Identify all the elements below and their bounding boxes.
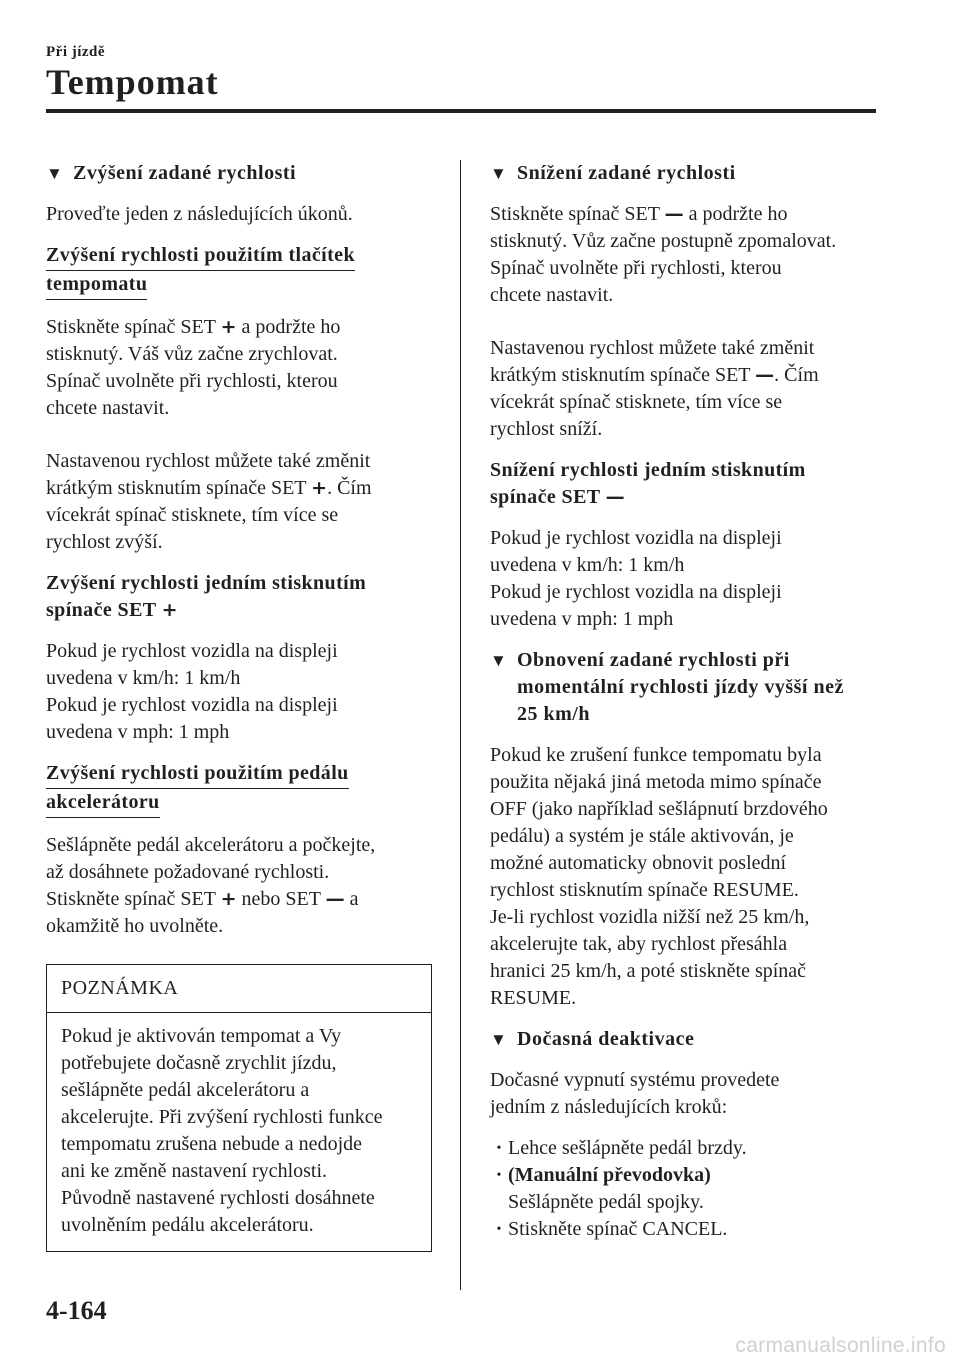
subheading-line: Zvýšení rychlosti jedním stisknutím [46, 572, 367, 594]
minus-icon: — [605, 486, 625, 508]
text: chcete nastavit. [46, 397, 170, 419]
text: uvedena v mph: 1 mph [490, 608, 674, 630]
text: Obnovení zadané rychlosti při [517, 649, 790, 671]
plus-icon: + [220, 888, 237, 910]
text: Sešlápněte pedál akcelerátoru a počkejte, [46, 834, 376, 856]
text: Stiskněte spínač SET [490, 203, 660, 225]
section-title: Zvýšení zadané rychlosti [73, 162, 297, 184]
title-rule [46, 109, 876, 113]
text: použita nějaká jiná metoda mimo spínače [490, 771, 822, 793]
triangle-down-icon: ▼ [490, 651, 508, 670]
section-heading-deactivate [490, 1026, 880, 1053]
text: Stiskněte spínač CANCEL. [508, 1218, 728, 1240]
minus-icon: — [325, 888, 345, 910]
text: Je-li rychlost vozidla nižší než 25 km/h, [490, 906, 810, 928]
text: Spínač uvolněte při rychlosti, kterou [490, 257, 782, 279]
bullet-icon: • [496, 1168, 502, 1183]
paragraph [46, 448, 432, 556]
text: (Manuální převodovka) [508, 1164, 711, 1186]
note-line: tempomatu zrušena nebude a nedojde [61, 1133, 362, 1155]
subheading-line: Zvýšení rychlosti použitím pedálu [46, 760, 349, 789]
bullet-icon: • [496, 1222, 502, 1237]
subheading-line: tempomatu [46, 271, 147, 300]
list-item [490, 1162, 880, 1216]
text: rychlost zvýší. [46, 531, 163, 553]
text: až dosáhnete požadované rychlosti. [46, 861, 330, 883]
subheading-line: Zvýšení rychlosti použitím tlačítek [46, 242, 355, 271]
subheading-single-press [46, 570, 432, 624]
list-item [490, 1216, 880, 1243]
note-line: Původně nastavené rychlosti dosáhnete [61, 1187, 375, 1209]
paragraph [490, 742, 880, 1012]
text: rychlost sníží. [490, 418, 603, 440]
note-line: uvolněním pedálu akcelerátoru. [61, 1214, 314, 1236]
triangle-down-icon: ▼ [46, 164, 64, 183]
text: a podržte ho [236, 316, 341, 338]
text: chcete nastavit. [490, 284, 614, 306]
text: Pokud ke zrušení funkce tempomatu byla [490, 744, 822, 766]
text [508, 1162, 711, 1216]
text: uvedena v mph: 1 mph [46, 721, 230, 743]
text: hranici 25 km/h, a poté stiskněte spínač [490, 960, 807, 982]
triangle-down-icon: ▼ [490, 1030, 508, 1049]
text: stisknutý. Váš vůz začne zrychlovat. [46, 343, 338, 365]
text: Nastavenou rychlost můžete také změnit [46, 450, 371, 472]
minus-icon: — [664, 203, 684, 225]
text: Dočasné vypnutí systému provedete [490, 1069, 780, 1091]
text: krátkým stisknutím spínače SET [490, 364, 751, 386]
note-line: sešlápněte pedál akcelerátoru a [61, 1079, 310, 1101]
text: nebo SET [236, 888, 321, 910]
note-line: ani ke změně nastavení rychlosti. [61, 1160, 328, 1182]
page-number: 4-164 [46, 1296, 107, 1325]
subheading-single-press-decrease [490, 457, 880, 511]
paragraph [46, 832, 432, 940]
section-heading-increase [46, 160, 432, 187]
text: Pokud je rychlost vozidla na displeji [490, 581, 782, 603]
bullet-icon: • [496, 1141, 502, 1156]
right-column [490, 160, 880, 1243]
text: Pokud je rychlost vozidla na displeji [46, 694, 338, 716]
text: . Čím [327, 477, 372, 499]
text: vícekrát spínač stisknete, tím více se [490, 391, 783, 413]
plus-icon: + [220, 316, 237, 338]
text: . Čím [774, 364, 819, 386]
subheading-line: Snížení rychlosti jedním stisknutím [490, 459, 806, 481]
text: stisknutý. Vůz začne postupně zpomalovat. [490, 230, 837, 252]
section-title: Snížení zadané rychlosti [517, 162, 736, 184]
text: Sešlápněte pedál spojky. [508, 1191, 704, 1213]
note-line: Pokud je aktivován tempomat a Vy [61, 1025, 342, 1047]
text: uvedena v km/h: 1 km/h [490, 554, 685, 576]
note-body [47, 1013, 431, 1251]
text: Lehce sešlápněte pedál brzdy. [508, 1137, 747, 1159]
text: Nastavenou rychlost můžete také změnit [490, 337, 815, 359]
list-item [490, 1135, 880, 1162]
text: uvedena v km/h: 1 km/h [46, 667, 241, 689]
subheading-line: spínače SET [490, 486, 601, 508]
subheading-line: akcelerátoru [46, 789, 160, 818]
text: 25 km/h [517, 703, 590, 725]
text: jedním z následujících kroků: [490, 1096, 728, 1118]
text: okamžitě ho uvolněte. [46, 915, 224, 937]
section-title [517, 647, 844, 728]
text: Pokud je rychlost vozidla na displeji [490, 527, 782, 549]
section-title: Dočasná deaktivace [517, 1028, 695, 1050]
paragraph [46, 314, 432, 422]
subheading-line: spínače SET [46, 599, 157, 621]
section-heading-decrease [490, 160, 880, 187]
text: rychlost stisknutím spínače RESUME. [490, 879, 799, 901]
text: Stiskněte spínač SET [46, 316, 216, 338]
text: možné automaticky obnovit poslední [490, 852, 787, 874]
note-line: akcelerujte. Při zvýšení rychlosti funkce [61, 1106, 383, 1128]
subheading-buttons [46, 242, 432, 300]
page-title: Tempomat [46, 62, 219, 102]
paragraph [490, 335, 880, 443]
paragraph [490, 525, 880, 633]
note-title: POZNÁMKA [47, 965, 431, 1013]
text: Spínač uvolněte při rychlosti, kterou [46, 370, 338, 392]
paragraph [490, 1067, 880, 1121]
plus-icon: + [311, 477, 328, 499]
plus-icon: + [161, 599, 178, 621]
section-heading-resume [490, 647, 880, 728]
text: Stiskněte spínač SET [46, 888, 216, 910]
bullet-list [490, 1135, 880, 1243]
minus-icon: — [755, 364, 775, 386]
triangle-down-icon: ▼ [490, 164, 508, 183]
text: akcelerujte tak, aby rychlost přesáhla [490, 933, 788, 955]
text: OFF (jako například sešlápnutí brzdového [490, 798, 828, 820]
text: krátkým stisknutím spínače SET [46, 477, 307, 499]
paragraph [46, 638, 432, 746]
note-box [46, 964, 432, 1252]
note-line: potřebujete dočasně zrychlit jízdu, [61, 1052, 337, 1074]
text: momentální rychlosti jízdy vyšší než [517, 676, 844, 698]
text: a podržte ho [683, 203, 788, 225]
running-head: Při jízdě [46, 44, 106, 60]
text: vícekrát spínač stisknete, tím více se [46, 504, 339, 526]
paragraph [490, 201, 880, 309]
paragraph: Proveďte jeden z následujících úkonů. [46, 203, 353, 225]
text: RESUME. [490, 987, 577, 1009]
text: a [344, 888, 359, 910]
left-column [46, 160, 432, 1252]
text: Pokud je rychlost vozidla na displeji [46, 640, 338, 662]
text: pedálu) a systém je stále aktivován, je [490, 825, 794, 847]
column-divider [460, 160, 461, 1290]
subheading-accelerator [46, 760, 432, 818]
watermark: carmanualsonline.info [735, 1334, 946, 1357]
